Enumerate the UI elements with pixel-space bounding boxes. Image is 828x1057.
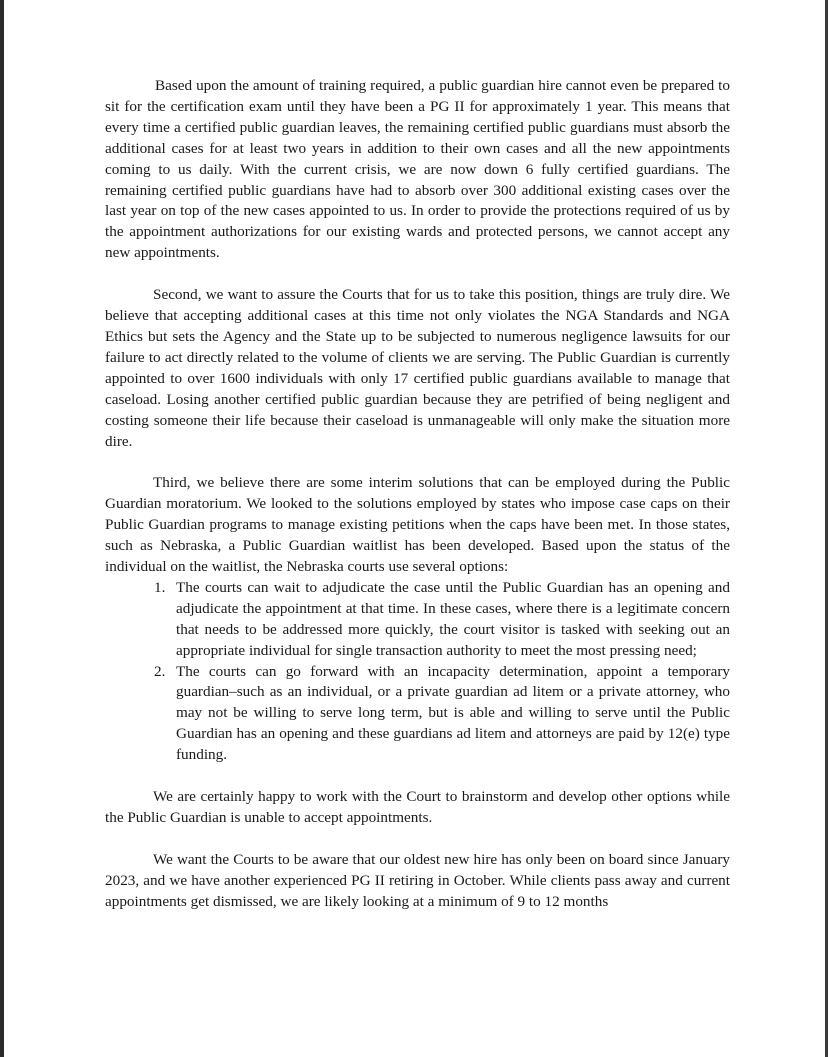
list-item-number: 2. (154, 662, 166, 680)
paragraph-brainstorm: We are certainly happy to work with the Court to brainstorm and develop other options while the Public Guardian is unable to accept appointments. (105, 788, 730, 826)
list-item-text: The courts can go forward with an incapacity determination, appoint a temporary guardian–such as an individual, or a private guardian ad litem or a private attorney, who may not be willing to serve long term, but is able and willing to serve until the Public Guardian has an opening and these guardians ad litem and attorneys are paid by 12(e) type funding. (176, 662, 730, 764)
list-item-number: 1. (154, 578, 166, 596)
options-list (105, 578, 730, 766)
list-item-text: The courts can wait to adjudicate the case until the Public Guardian has an opening and adjudicate the appointment at that time. In these cases, where there is a legitimate concern that needs to be addressed more quickly, the court visitor is tasked with seeking out an appropriate individual for single transaction authority to meet the most pressing need; (176, 578, 730, 659)
list-item (105, 578, 730, 662)
document-page (4, 0, 825, 1057)
paragraph-third: Third, we believe there are some interim solutions that can be employed during the Public Guardian moratorium. We looked to the solutions employed by states who impose case caps on their Public Guardian programs to manage existing petitions when the caps have been met. In those states, such as Nebraska, a Public Guardian waitlist has been developed. Based upon the status of the individual on the waitlist, the Nebraska courts use several options: (105, 474, 730, 576)
paragraph-training: Based upon the amount of training required, a public guardian hire cannot even be prepared to sit for the certification exam until they have been a PG II for approximately 1 year. This means that every time a certified public guardian leaves, the remaining certified public guardians must absorb the additional cases for at least two years in addition to their own cases and all the new appointments coming to us daily. With the current crisis, we are now down 6 fully certified guardians. The remaining certified public guardians have had to absorb over 300 additional existing cases over the last year on top of the new cases appointed to us. In order to provide the protections required of us by the appointment authorizations for our existing wards and protected persons, we cannot accept any new appointments. (105, 77, 730, 262)
list-item (105, 662, 730, 767)
paragraph-aware: We want the Courts to be aware that our oldest new hire has only been on board since January 2023, and we have another experienced PG II retiring in October. While clients pass away and current appointments get dismissed, we are likely looking at a minimum of 9 to 12 months (105, 850, 730, 910)
paragraph-second: Second, we want to assure the Courts that for us to take this position, things are truly dire. We believe that accepting additional cases at this time not only violates the NGA Standards and NGA Ethics but sets the Agency and the State up to be subjected to numerous negligence lawsuits for our failure to act directly related to the volume of clients we are serving. The Public Guardian is currently appointed to over 1600 individuals with only 17 certified public guardians available to manage that caseload. Losing another certified public guardian because they are petrified of being negligent and costing someone their life because their caseload is unmanageable will only make the situation more dire. (105, 286, 730, 450)
document-body (105, 76, 730, 913)
